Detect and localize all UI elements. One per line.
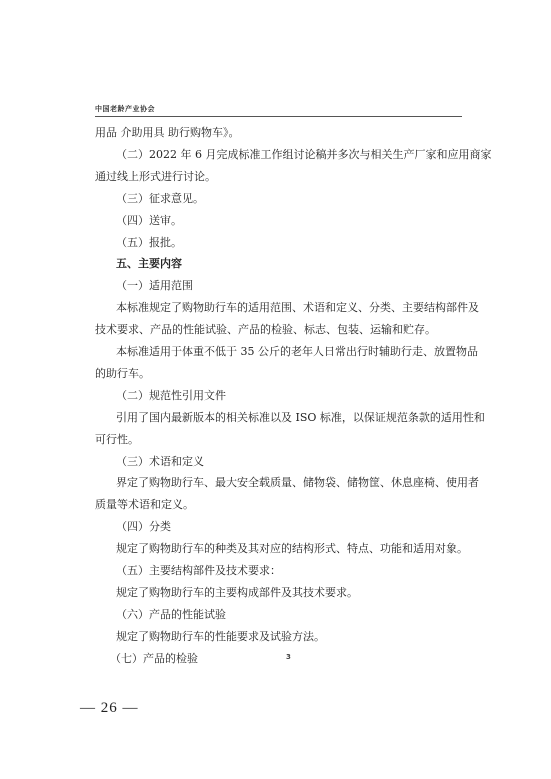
text-line: （二）2022 年 6 月完成标准工作组讨论稿并多次与相关生产厂家和应用商家 [116, 147, 492, 161]
text-line: 规定了购物助行车的种类及其对应的结构形式、特点、功能和适用对象。 [116, 542, 468, 556]
subsection-heading: （五）主要结构部件及技术要求： [116, 564, 281, 577]
text-line: 本标准规定了购物助行车的适用范围、术语和定义、分类、主要结构部件及 [116, 301, 479, 315]
text-line: 本标准适用于体重不低于 35 公斤的老年人日常出行时辅助行走、放置物品 [116, 345, 478, 358]
text-line: 可行性。 [95, 432, 139, 446]
subsection-heading: （七）产品的检验 [110, 651, 198, 665]
text-line: 技术要求、产品的性能试验、产品的检验、标志、包装、运输和贮存。 [95, 323, 436, 337]
text-line: 规定了购物助行车的主要构成部件及其技术要求。 [116, 585, 358, 599]
header-rule [95, 116, 462, 117]
footer-page-number: — 26 — [80, 700, 139, 716]
text-line: 的助行车。 [95, 366, 150, 380]
subsection-heading: （四）分类 [116, 520, 171, 534]
text-line: （三）征求意见。 [116, 191, 204, 205]
text-line: 界定了购物助行车、最大安全载质量、储物袋、储物筐、休息座椅、使用者 [116, 476, 479, 490]
page-header-org: 中国老龄产业协会 [95, 105, 155, 113]
text-line: （四）送审。 [116, 213, 182, 227]
text-line: 用品 介助用具 助行购物车》。 [95, 126, 240, 139]
subsection-heading: （三）术语和定义 [116, 454, 204, 468]
text-line: 通过线上形式进行讨论。 [95, 169, 216, 183]
section-heading: 五、主要内容 [116, 257, 182, 271]
text-line: （五）报批。 [116, 235, 182, 249]
subsection-heading: （二）规范性引用文件 [116, 388, 226, 402]
text-line: 质量等术语和定义。 [95, 498, 194, 512]
text-line: 规定了购物助行车的性能要求及试验方法。 [116, 629, 325, 643]
text-line: 引用了国内最新版本的相关标准以及 ISO 标准，以保证规范条款的适用性和 [116, 410, 485, 424]
page-number: 3 [286, 653, 291, 661]
subsection-heading: （一）适用范围 [116, 279, 193, 293]
subsection-heading: （六）产品的性能试验 [116, 607, 226, 621]
